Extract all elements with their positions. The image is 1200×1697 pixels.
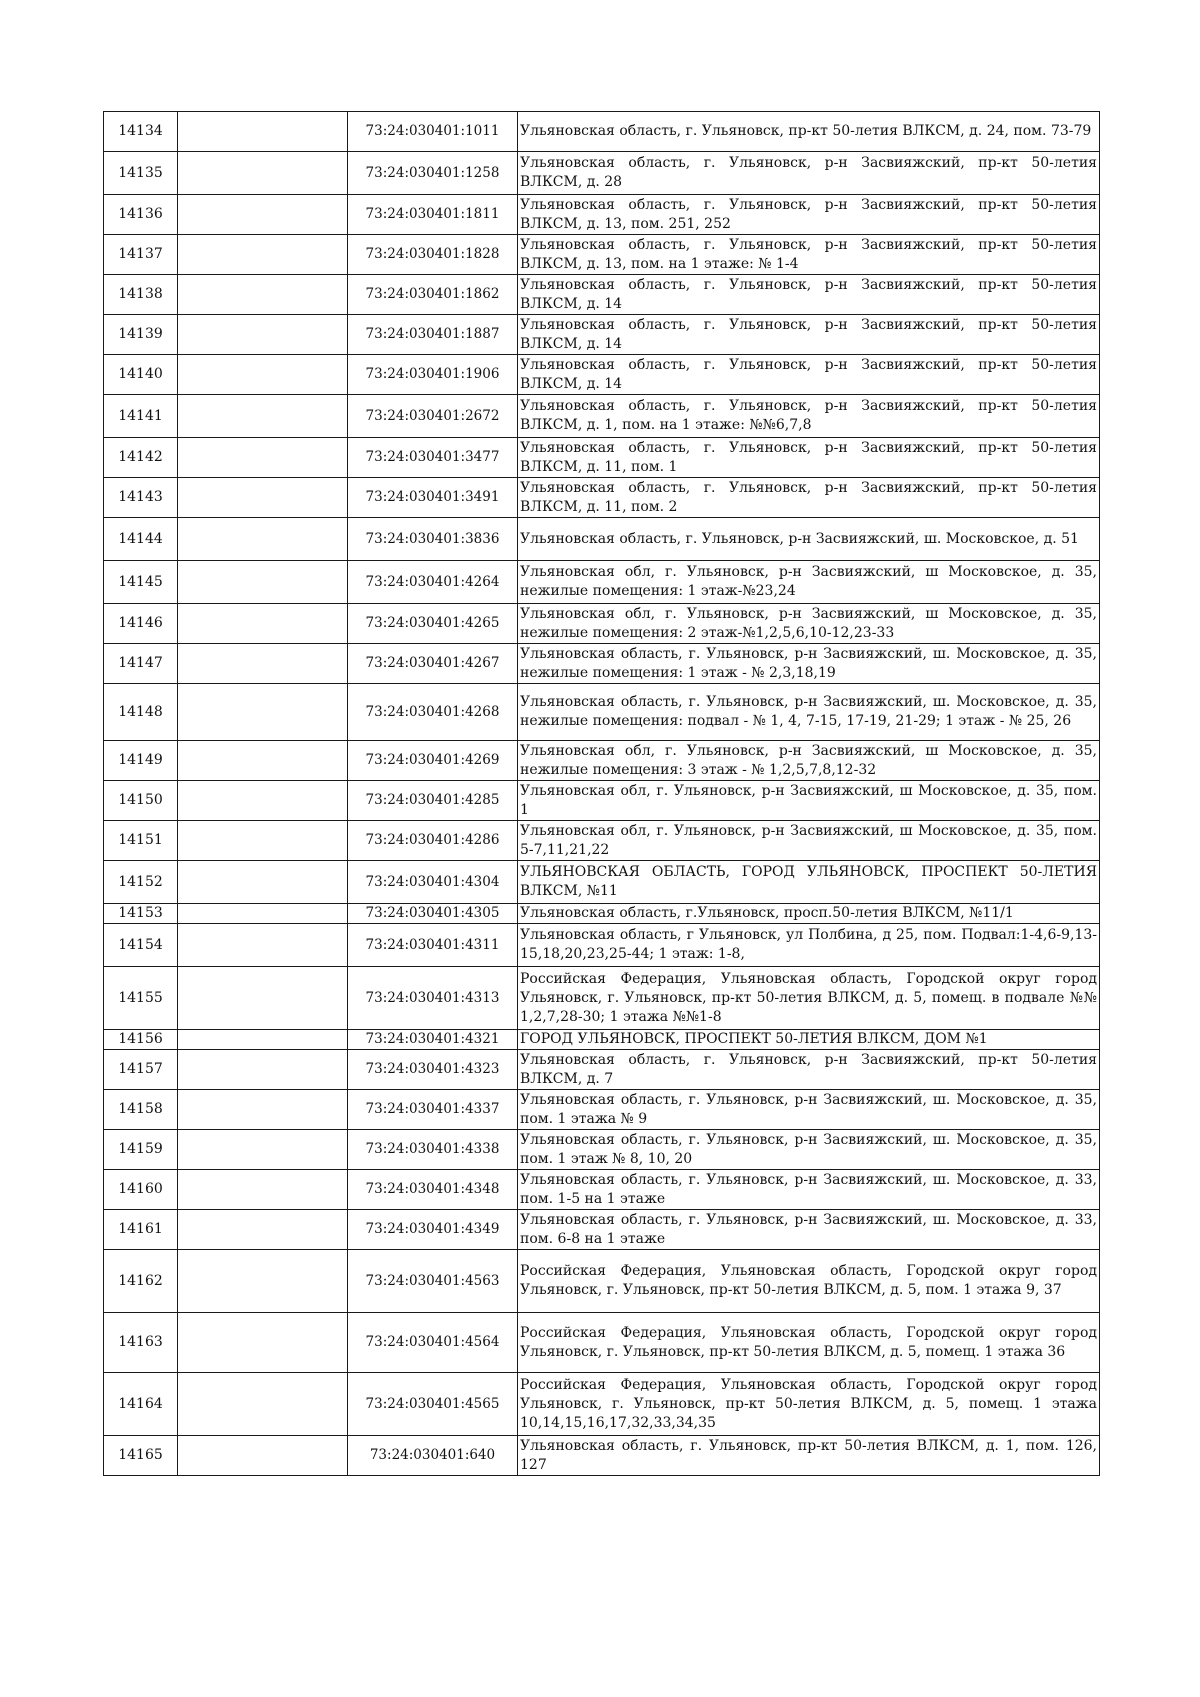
address-cell: Ульяновская область, г. Ульяновск, р-н Засвияжский, ш. Московское, д. 35, нежилые помещения: 1 этаж - № 2,3,18,19	[518, 644, 1100, 684]
cadastral-number-cell: 73:24:030401:1906	[348, 355, 518, 395]
row-number-cell: 14160	[104, 1170, 178, 1210]
table-row	[104, 1030, 1100, 1050]
cadastral-number-cell: 73:24:030401:4348	[348, 1170, 518, 1210]
table-row	[104, 1210, 1100, 1250]
cadastral-number-cell: 73:24:030401:4286	[348, 821, 518, 861]
empty-cell	[178, 235, 348, 275]
address-cell: Ульяновская область, г Ульяновск, ул Полбина, д 25, пом. Подвал:1-4,6-9,13-15,18,20,23,25-44; 1 этаж: 1-8,	[518, 924, 1100, 967]
address-cell: Ульяновская область, г. Ульяновск, р-н Засвияжский, пр-кт 50-летия ВЛКСМ, д. 14	[518, 315, 1100, 355]
cadastral-number-cell: 73:24:030401:4323	[348, 1050, 518, 1090]
address-cell: Ульяновская область, г. Ульяновск, р-н Засвияжский, ш. Московское, д. 51	[518, 518, 1100, 561]
table-row	[104, 438, 1100, 478]
table-row	[104, 1050, 1100, 1090]
address-cell: Ульяновская обл, г. Ульяновск, р-н Засвияжский, ш Московское, д. 35, нежилые помещения: 3 этаж - № 1,2,5,7,8,12-32	[518, 741, 1100, 781]
empty-cell	[178, 1436, 348, 1476]
table-row	[104, 1170, 1100, 1210]
empty-cell	[178, 604, 348, 644]
address-cell: Ульяновская область, г. Ульяновск, р-н Засвияжский, пр-кт 50-летия ВЛКСМ, д. 11, пом. 1	[518, 438, 1100, 478]
table-row	[104, 235, 1100, 275]
cadastral-number-cell: 73:24:030401:4564	[348, 1313, 518, 1373]
address-cell: УЛЬЯНОВСКАЯ ОБЛАСТЬ, ГОРОД УЛЬЯНОВСК, ПРОСПЕКТ 50-ЛЕТИЯ ВЛКСМ, №11	[518, 861, 1100, 904]
row-number-cell: 14155	[104, 967, 178, 1030]
empty-cell	[178, 275, 348, 315]
cadastral-number-cell: 73:24:030401:4264	[348, 561, 518, 604]
row-number-cell: 14152	[104, 861, 178, 904]
row-number-cell: 14139	[104, 315, 178, 355]
row-number-cell: 14159	[104, 1130, 178, 1170]
address-cell: Ульяновская обл, г. Ульяновск, р-н Засвияжский, ш Московское, д. 35, пом. 5-7,11,21,22	[518, 821, 1100, 861]
address-cell: Ульяновская область, г. Ульяновск, р-н Засвияжский, пр-кт 50-летия ВЛКСМ, д. 1, пом. на 1 этаже: №№6,7,8	[518, 395, 1100, 438]
table-row	[104, 684, 1100, 741]
cadastral-number-cell: 73:24:030401:4265	[348, 604, 518, 644]
row-number-cell: 14153	[104, 904, 178, 924]
empty-cell	[178, 741, 348, 781]
cadastral-number-cell: 73:24:030401:4304	[348, 861, 518, 904]
address-cell: Ульяновская область, г. Ульяновск, р-н Засвияжский, ш. Московское, д. 35, пом. 1 этажа № 9	[518, 1090, 1100, 1130]
cadastral-number-cell: 73:24:030401:1258	[348, 152, 518, 195]
row-number-cell: 14146	[104, 604, 178, 644]
address-cell: Российская Федерация, Ульяновская область, Городской округ город Ульяновск, г. Ульяновск, пр-кт 50-летия ВЛКСМ, д. 5, помещ. 1 этажа 10,14,15,16,17,32,33,34,35	[518, 1373, 1100, 1436]
row-number-cell: 14141	[104, 395, 178, 438]
cadastral-number-cell: 73:24:030401:1828	[348, 235, 518, 275]
row-number-cell: 14138	[104, 275, 178, 315]
address-cell: Ульяновская область, г. Ульяновск, р-н Засвияжский, пр-кт 50-летия ВЛКСМ, д. 13, пом. на 1 этаже: № 1-4	[518, 235, 1100, 275]
cadastral-number-cell: 73:24:030401:4337	[348, 1090, 518, 1130]
table-row	[104, 152, 1100, 195]
table-row	[104, 355, 1100, 395]
row-number-cell: 14162	[104, 1250, 178, 1313]
cadastral-number-cell: 73:24:030401:4305	[348, 904, 518, 924]
row-number-cell: 14151	[104, 821, 178, 861]
row-number-cell: 14157	[104, 1050, 178, 1090]
table-row	[104, 315, 1100, 355]
address-cell: Ульяновская обл, г. Ульяновск, р-н Засвияжский, ш Московское, д. 35, нежилые помещения: 1 этаж-№23,24	[518, 561, 1100, 604]
cadastral-number-cell: 73:24:030401:4563	[348, 1250, 518, 1313]
address-cell: Ульяновская область, г. Ульяновск, р-н Засвияжский, ш. Московское, д. 35, нежилые помещения: подвал - № 1, 4, 7-15, 17-19, 21-29; 1 этаж - № 25, 26	[518, 684, 1100, 741]
cadastral-number-cell: 73:24:030401:3477	[348, 438, 518, 478]
empty-cell	[178, 112, 348, 152]
address-cell: Ульяновская область, г. Ульяновск, пр-кт 50-летия ВЛКСМ, д. 24, пом. 73-79	[518, 112, 1100, 152]
empty-cell	[178, 1050, 348, 1090]
table-row	[104, 1373, 1100, 1436]
table-row	[104, 861, 1100, 904]
table-row	[104, 1130, 1100, 1170]
row-number-cell: 14154	[104, 924, 178, 967]
table-row	[104, 924, 1100, 967]
empty-cell	[178, 1090, 348, 1130]
address-cell: Ульяновская обл, г. Ульяновск, р-н Засвияжский, ш Московское, д. 35, пом. 1	[518, 781, 1100, 821]
table-row	[104, 821, 1100, 861]
table-row	[104, 1436, 1100, 1476]
cadastral-number-cell: 73:24:030401:4349	[348, 1210, 518, 1250]
row-number-cell: 14135	[104, 152, 178, 195]
empty-cell	[178, 861, 348, 904]
address-cell: Ульяновская область, г. Ульяновск, пр-кт 50-летия ВЛКСМ, д. 1, пом. 126, 127	[518, 1436, 1100, 1476]
row-number-cell: 14136	[104, 195, 178, 235]
empty-cell	[178, 684, 348, 741]
cadastral-number-cell: 73:24:030401:3836	[348, 518, 518, 561]
empty-cell	[178, 315, 348, 355]
address-cell: Российская Федерация, Ульяновская область, Городской округ город Ульяновск, г. Ульяновск, пр-кт 50-летия ВЛКСМ, д. 5, помещ. 1 этажа 36	[518, 1313, 1100, 1373]
empty-cell	[178, 518, 348, 561]
row-number-cell: 14145	[104, 561, 178, 604]
cadastral-number-cell: 73:24:030401:4267	[348, 644, 518, 684]
row-number-cell: 14144	[104, 518, 178, 561]
address-cell: Российская Федерация, Ульяновская область, Городской округ город Ульяновск, г. Ульяновск, пр-кт 50-летия ВЛКСМ, д. 5, помещ. в подвале №№ 1,2,7,28-30; 1 этажа №№1-8	[518, 967, 1100, 1030]
cadastral-number-cell: 73:24:030401:4313	[348, 967, 518, 1030]
table-row	[104, 275, 1100, 315]
row-number-cell: 14148	[104, 684, 178, 741]
empty-cell	[178, 152, 348, 195]
address-cell: Ульяновская область, г. Ульяновск, р-н Засвияжский, пр-кт 50-летия ВЛКСМ, д. 7	[518, 1050, 1100, 1090]
address-cell: Ульяновская область, г.Ульяновск, просп.50-летия ВЛКСМ, №11/1	[518, 904, 1100, 924]
empty-cell	[178, 1170, 348, 1210]
empty-cell	[178, 395, 348, 438]
cadastral-number-cell: 73:24:030401:3491	[348, 478, 518, 518]
row-number-cell: 14143	[104, 478, 178, 518]
empty-cell	[178, 478, 348, 518]
empty-cell	[178, 1130, 348, 1170]
empty-cell	[178, 1313, 348, 1373]
empty-cell	[178, 781, 348, 821]
empty-cell	[178, 561, 348, 604]
cadastral-number-cell: 73:24:030401:1887	[348, 315, 518, 355]
table-row	[104, 518, 1100, 561]
empty-cell	[178, 967, 348, 1030]
table-row	[104, 112, 1100, 152]
row-number-cell: 14156	[104, 1030, 178, 1050]
row-number-cell: 14158	[104, 1090, 178, 1130]
address-cell: Ульяновская область, г. Ульяновск, р-н Засвияжский, пр-кт 50-летия ВЛКСМ, д. 14	[518, 355, 1100, 395]
empty-cell	[178, 438, 348, 478]
address-cell: Российская Федерация, Ульяновская область, Городской округ город Ульяновск, г. Ульяновск, пр-кт 50-летия ВЛКСМ, д. 5, пом. 1 этажа 9, 37	[518, 1250, 1100, 1313]
row-number-cell: 14134	[104, 112, 178, 152]
cadastral-number-cell: 73:24:030401:4311	[348, 924, 518, 967]
registry-table-body	[104, 112, 1100, 1476]
address-cell: ГОРОД УЛЬЯНОВСК, ПРОСПЕКТ 50-ЛЕТИЯ ВЛКСМ, ДОМ №1	[518, 1030, 1100, 1050]
address-cell: Ульяновская обл, г. Ульяновск, р-н Засвияжский, ш Московское, д. 35, нежилые помещения: 2 этаж-№1,2,5,6,10-12,23-33	[518, 604, 1100, 644]
empty-cell	[178, 195, 348, 235]
empty-cell	[178, 924, 348, 967]
empty-cell	[178, 1373, 348, 1436]
row-number-cell: 14137	[104, 235, 178, 275]
row-number-cell: 14150	[104, 781, 178, 821]
table-row	[104, 604, 1100, 644]
table-row	[104, 741, 1100, 781]
cadastral-number-cell: 73:24:030401:4268	[348, 684, 518, 741]
table-row	[104, 644, 1100, 684]
empty-cell	[178, 904, 348, 924]
table-row	[104, 781, 1100, 821]
address-cell: Ульяновская область, г. Ульяновск, р-н Засвияжский, ш. Московское, д. 33, пом. 6-8 на 1 этаже	[518, 1210, 1100, 1250]
address-cell: Ульяновская область, г. Ульяновск, р-н Засвияжский, ш. Московское, д. 35, пом. 1 этаж № 8, 10, 20	[518, 1130, 1100, 1170]
row-number-cell: 14161	[104, 1210, 178, 1250]
cadastral-number-cell: 73:24:030401:640	[348, 1436, 518, 1476]
row-number-cell: 14165	[104, 1436, 178, 1476]
address-cell: Ульяновская область, г. Ульяновск, р-н Засвияжский, пр-кт 50-летия ВЛКСМ, д. 11, пом. 2	[518, 478, 1100, 518]
table-row	[104, 904, 1100, 924]
table-row	[104, 561, 1100, 604]
address-cell: Ульяновская область, г. Ульяновск, р-н Засвияжский, пр-кт 50-летия ВЛКСМ, д. 28	[518, 152, 1100, 195]
table-row	[104, 967, 1100, 1030]
table-row	[104, 195, 1100, 235]
cadastral-number-cell: 73:24:030401:1862	[348, 275, 518, 315]
address-cell: Ульяновская область, г. Ульяновск, р-н Засвияжский, ш. Московское, д. 33, пом. 1-5 на 1 этаже	[518, 1170, 1100, 1210]
empty-cell	[178, 644, 348, 684]
cadastral-number-cell: 73:24:030401:4565	[348, 1373, 518, 1436]
row-number-cell: 14142	[104, 438, 178, 478]
address-cell: Ульяновская область, г. Ульяновск, р-н Засвияжский, пр-кт 50-летия ВЛКСМ, д. 14	[518, 275, 1100, 315]
cadastral-number-cell: 73:24:030401:1011	[348, 112, 518, 152]
empty-cell	[178, 1250, 348, 1313]
row-number-cell: 14149	[104, 741, 178, 781]
row-number-cell: 14164	[104, 1373, 178, 1436]
row-number-cell: 14147	[104, 644, 178, 684]
table-row	[104, 478, 1100, 518]
cadastral-number-cell: 73:24:030401:4269	[348, 741, 518, 781]
address-cell: Ульяновская область, г. Ульяновск, р-н Засвияжский, пр-кт 50-летия ВЛКСМ, д. 13, пом. 251, 252	[518, 195, 1100, 235]
table-row	[104, 1313, 1100, 1373]
empty-cell	[178, 821, 348, 861]
empty-cell	[178, 1030, 348, 1050]
empty-cell	[178, 1210, 348, 1250]
empty-cell	[178, 355, 348, 395]
table-row	[104, 1250, 1100, 1313]
cadastral-number-cell: 73:24:030401:2672	[348, 395, 518, 438]
cadastral-number-cell: 73:24:030401:4285	[348, 781, 518, 821]
row-number-cell: 14163	[104, 1313, 178, 1373]
table-row	[104, 395, 1100, 438]
cadastral-number-cell: 73:24:030401:4338	[348, 1130, 518, 1170]
registry-table	[103, 111, 1100, 1476]
row-number-cell: 14140	[104, 355, 178, 395]
cadastral-number-cell: 73:24:030401:4321	[348, 1030, 518, 1050]
cadastral-number-cell: 73:24:030401:1811	[348, 195, 518, 235]
table-row	[104, 1090, 1100, 1130]
